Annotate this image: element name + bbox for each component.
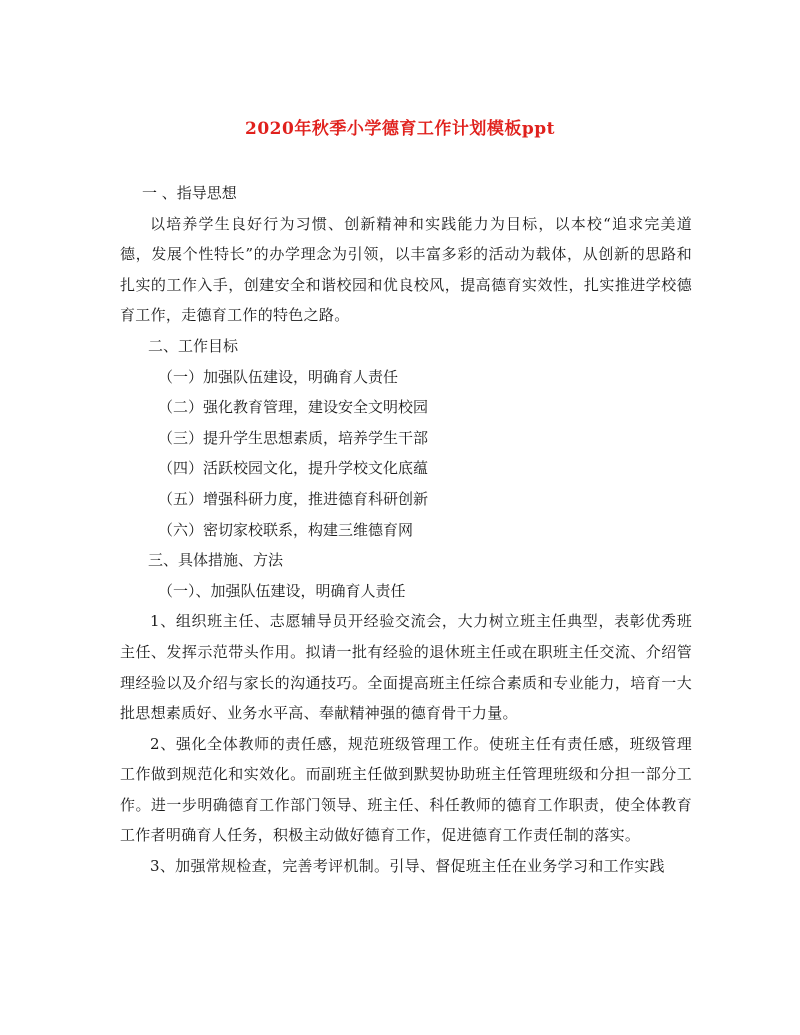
goal-item: （二）强化教育管理，建设安全文明校园 <box>158 398 429 417</box>
paragraph-guiding-ideology: 以培养学生良好行为习惯、创新精神和实践能力为目标，以本校“追求完美道德，发展个性特长”的办学理念为引领，以丰富多彩的活动为载体，从创新的思路和扎实的工作入手，创建安全和谐校园和优良校风，提高德育实效性，扎实推进学校德育工作，走德育工作的特色之路。 <box>120 214 692 325</box>
goal-item: （五）增强科研力度，推进德育科研创新 <box>158 489 429 508</box>
goal-item: （六）密切家校联系，构建三维德育网 <box>158 520 414 539</box>
goal-item: （一）加强队伍建设，明确育人责任 <box>158 367 399 386</box>
subsection-heading: （一）、加强队伍建设，明确育人责任 <box>158 581 406 600</box>
paragraph-measure-3: 3、加强常规检查，完善考评机制。引导、督促班主任在业务学习和工作实践 <box>150 857 665 876</box>
paragraph-measure-1: 1、组织班主任、志愿辅导员开经验交流会，大力树立班主任典型，表彰优秀班主任、发挥示范带头作用。拟请一批有经验的退休班主任或在职班主任交流、介绍管理经验以及介绍与家长的沟通技巧。全面提高班主任综合素质和专业能力，培育一大批思想素质好、业务水平高、奉献精神强的德育骨干力量。 <box>120 612 692 723</box>
goal-item: （四）活跃校园文化，提升学校文化底蕴 <box>158 459 429 478</box>
section-heading-guiding-ideology: 一 、指导思想 <box>142 184 237 202</box>
section-heading-measures: 三、具体措施、方法 <box>148 551 284 570</box>
document-body <box>120 178 692 882</box>
paragraph-measure-2: 2、强化全体教师的责任感，规范班级管理工作。使班主任有责任感，班级管理工作做到规范化和实效化。而副班主任做到默契协助班主任管理班级和分担一部分工作。进一步明确德育工作部门领导、班主任、科任教师的德育工作职责，使全体教育工作者明确育人任务，积极主动做好德育工作，促进德育工作责任制的落实。 <box>120 734 692 845</box>
goal-item: （三）提升学生思想素质，培养学生干部 <box>158 428 429 447</box>
document-title: 2020年秋季小学德育工作计划模板ppt <box>245 119 555 139</box>
section-heading-work-goals: 二、工作目标 <box>148 336 239 355</box>
